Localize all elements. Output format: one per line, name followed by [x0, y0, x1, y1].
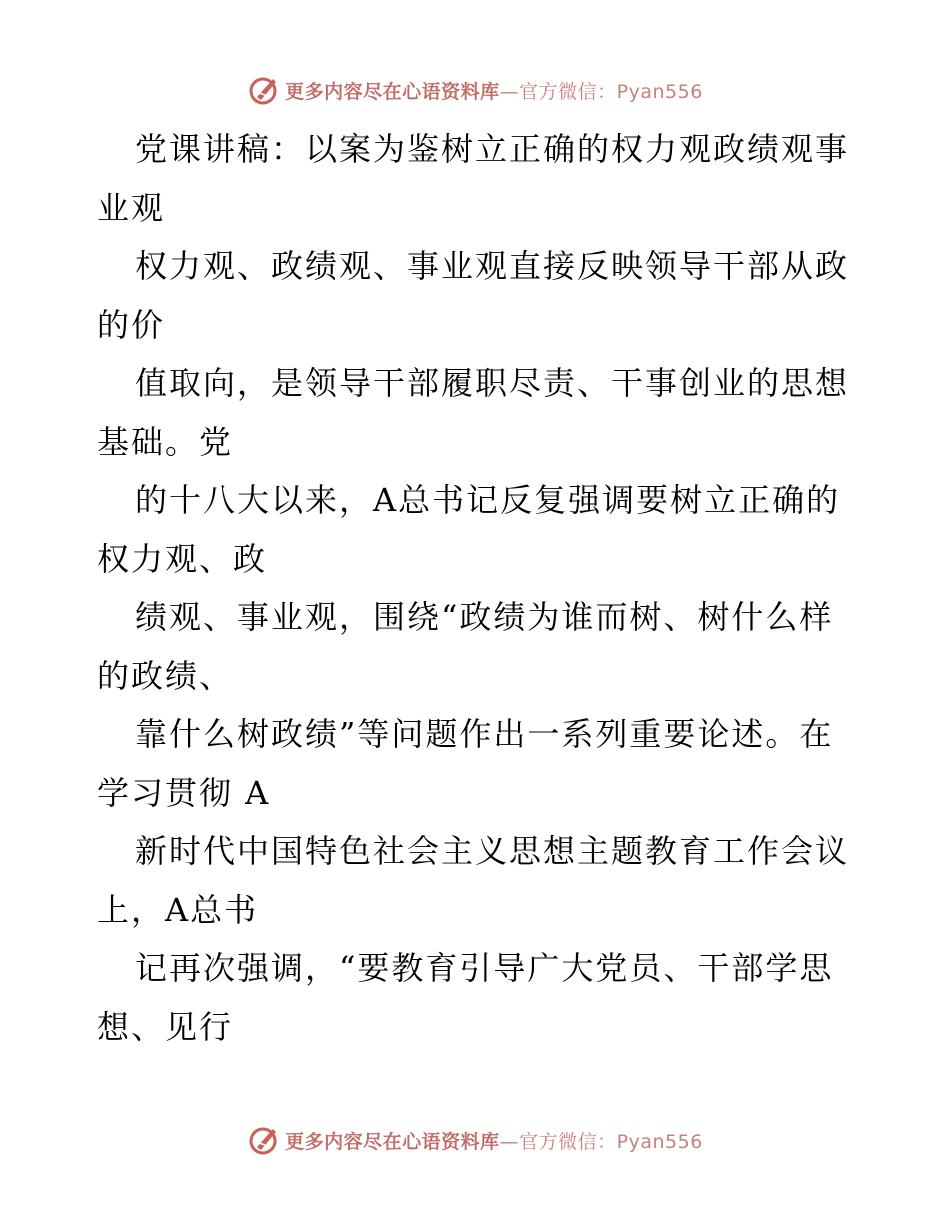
text-line: 的十八大以来，A总书记反复强调要树立正确的: [135, 481, 841, 519]
text-line: 权力观、政: [97, 539, 268, 578]
text-line: 基础。党: [97, 422, 234, 461]
text-line: 业观: [97, 188, 166, 227]
banner-contact: —官方微信：Pyan556: [499, 1130, 703, 1153]
text-line: 的价: [97, 305, 166, 344]
banner-title: 更多内容尽在心语资料库: [285, 1130, 500, 1153]
text-line: 想、见行: [97, 1007, 234, 1046]
text-line: 的政绩、: [97, 656, 234, 695]
footer-banner: [0, 1120, 950, 1160]
text-line: 党课讲稿：以案为鉴树立正确的权力观政绩观事: [135, 130, 850, 168]
banner-contact: —官方微信：Pyan556: [499, 80, 703, 103]
text-line: 上，A总书: [97, 890, 259, 929]
quill-logo-icon: [247, 1123, 281, 1157]
header-banner: [0, 70, 950, 110]
text-line: 值取向，是领导干部履职尽责、干事创业的思想: [135, 364, 850, 402]
text-line: 学习贯彻 A: [97, 773, 271, 812]
banner-title: 更多内容尽在心语资料库: [285, 80, 500, 103]
text-line: 靠什么树政绩”等问题作出一系列重要论述。在: [135, 715, 834, 753]
text-line: 绩观、事业观，围绕“政绩为谁而树、树什么样: [135, 598, 834, 636]
text-line: 权力观、政绩观、事业观直接反映领导干部从政: [135, 247, 850, 285]
quill-logo-icon: [247, 73, 281, 107]
text-line: 新时代中国特色社会主义思想主题教育工作会议: [135, 832, 850, 870]
document-body: [97, 120, 857, 1056]
text-line: 记再次强调，“要教育引导广大党员、干部学思: [135, 949, 834, 987]
